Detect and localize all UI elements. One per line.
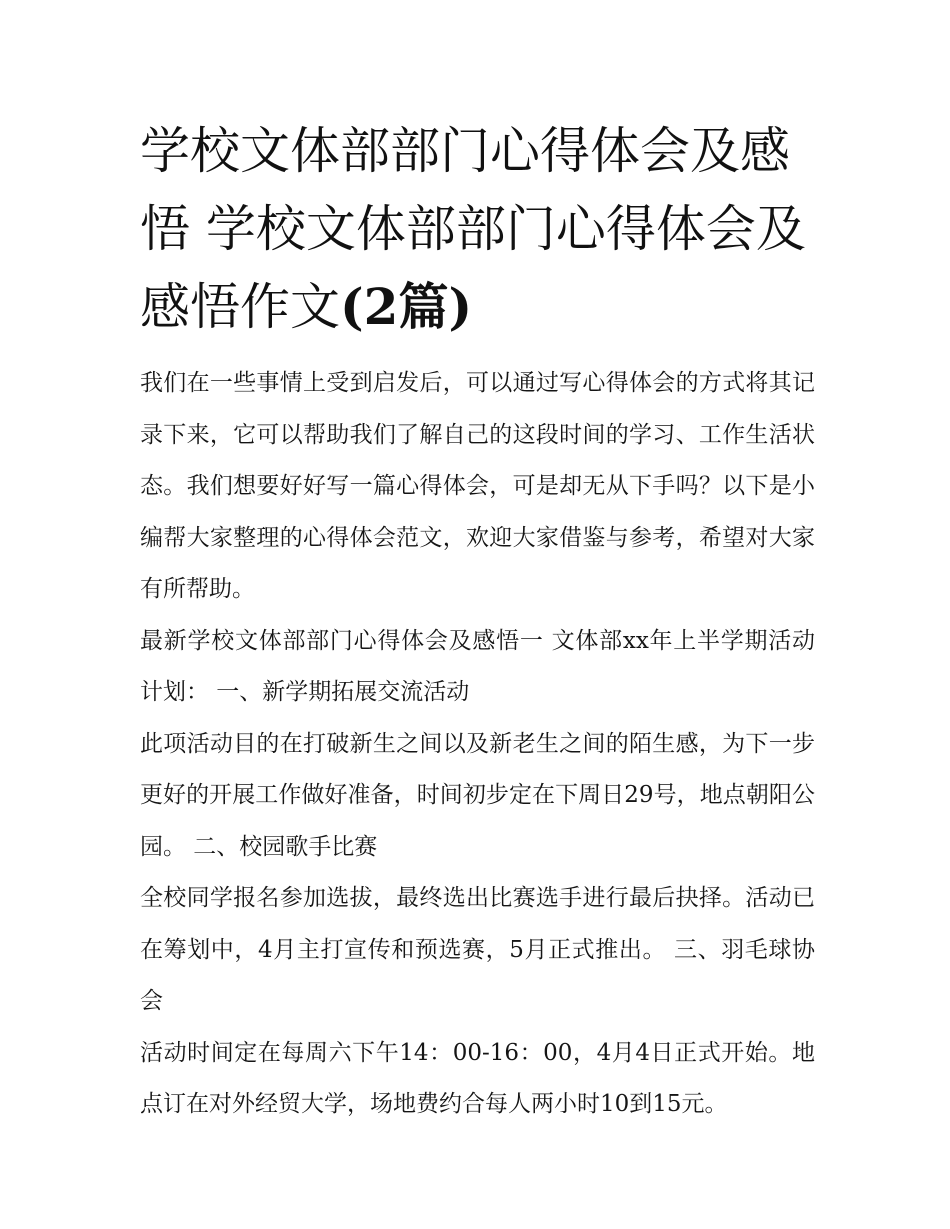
activity-two-paragraph: 全校同学报名参加选拔，最终选出比赛选手进行最后抉择。活动已在筹划中，4月主打宣传和预选赛，5月正式推出。 三、羽毛球协会 [140, 885, 815, 1014]
document-title: 学校文体部部门心得体会及感悟 学校文体部部门心得体会及感悟作文(2篇) [140, 122, 806, 336]
intro-paragraph: 我们在一些事情上受到启发后，可以通过写心得体会的方式将其记录下来，它可以帮助我们了解自己的这段时间的学习、工作生活状态。我们想要好好写一篇心得体会，可是却无从下手吗？以下是小编帮大家整理的心得体会范文，欢迎大家借鉴与参考，希望对大家有所帮助。 [140, 370, 815, 602]
activity-one-paragraph: 此项活动目的在打破新生之间以及新老生之间的陌生感，为下一步更好的开展工作做好准备，时间初步定在下周日29号，地点朝阳公园。 二、校园歌手比赛 [140, 730, 815, 860]
section-heading-paragraph: 最新学校文体部部门心得体会及感悟一 文体部xx年上半学期活动计划： 一、新学期拓展交流活动 [140, 627, 815, 705]
document-body [140, 358, 815, 1131]
title-count-suffix: (2篇) [340, 277, 473, 336]
document-page [140, 112, 815, 1131]
activity-three-paragraph: 活动时间定在每周六下午14：00-16：00，4月4日正式开始。地点订在对外经贸大学，场地费约合每人两小时10到15元。 [140, 1039, 815, 1117]
